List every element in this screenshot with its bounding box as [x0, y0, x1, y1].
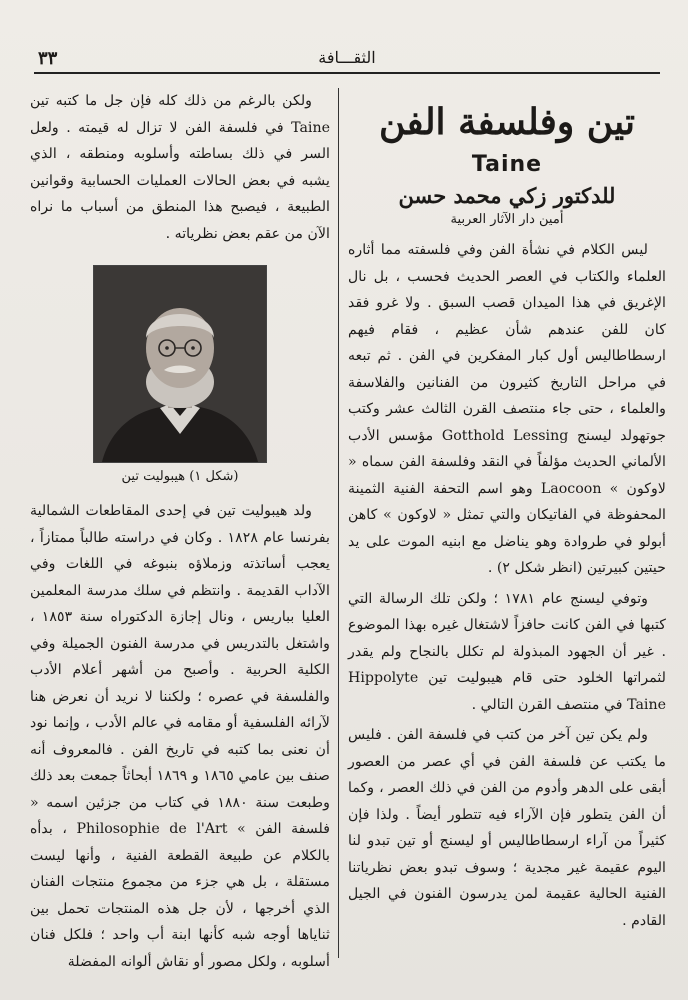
article-title: تين وفلسفة الفن — [378, 101, 636, 143]
paragraph: ليس الكلام في نشأة الفن وفي فلسفته مما أثاره العلماء والكتاب في العصر الحديث فحسب ، بل نال الإغريق في هذا الميدان قصب السبق . ولا غرو فقد كان للفن عندهم شأن عظيم ، فقام فيهم ارسطاطاليس أول كبار المفكرين في الفن . ثم تبعه في مراحل التاريخ كثيرون من الفنانين والفلاسفة والعلماء ، حتى جاء منتصف القرن الثالث عشر وكتب جوتهولد ليسنج Gotthold Lessing مؤسس الأدب الألماني الحديث مؤلفاً في النقد وفلسفة الفن سماه « لاوكون » Laocoon وهو اسم التحفة الفنية الثمينة المحفوظة في الفاتيكان والتي تمثل « لاوكون » كاهن أبولو في طروادة وهو يناضل مع ابنيه الموت على يد حيتين كبيرتين (انظر شكل ٢) . — [348, 242, 666, 576]
paragraph: وتوفي ليسنج عام ١٧٨١ ؛ ولكن تلك الرسالة التي كتبها في الفن كانت حافزاً لاشتغال غيره بهذا الموضوع . غير أن الجهود المبذولة لم تكلل بالنجاح ولم يقدر لثمراتها الخلود حتى قام هيبوليت تين Hippolyte Taine في منتصف القرن التالي . — [348, 590, 666, 713]
running-head: الثقـــافة — [318, 48, 376, 67]
figure — [90, 265, 270, 484]
title-block — [348, 100, 666, 227]
figure-caption: (شكل ١) هيبوليت تين — [121, 469, 239, 484]
article-subtitle: Taine — [471, 152, 543, 177]
page-number: ٣٣ — [38, 48, 58, 69]
page-header — [34, 44, 660, 74]
paragraph: ولم يكن تين آخر من كتب في فلسفة الفن . فليس ما يكتب عن فلسفة الفن في أي عصر من العصور أبقى على الدهر وأدوم من الفن في ذلك العصر ، وكما أن الفن يتطور فإن الآراء فيه تتطور أيضاً . ولذا فإن كثيراً من آراء ارسطاطاليس أو ليسنج أو تين تبدو لنا اليوم عقيمة غير مجدية ؛ وسوف تبدو بعض نظرياتنا الفنية الحالية عقيمة لمن يدرسون الفنون في الجيل القادم . — [348, 727, 666, 929]
right-column — [348, 88, 666, 980]
portrait-image — [93, 265, 267, 463]
paragraph: ولكن بالرغم من ذلك كله فإن جل ما كتبه تين Taine في فلسفة الفن لا تزال له قيمته . ولعل السر في ذلك بساطته وأسلوبه ومنطقه ، الذي يشبه في بعض الحالات العمليات الحسابية وقوانين الطبيعة ، فيصبح هذا المنطق من أسباب ما نراه الآن من عقم بعض نظرياته . — [30, 93, 330, 242]
article-author: للدكتور زكي محمد حسن — [398, 183, 616, 208]
paragraph: ولد هيبوليت تين في إحدى المقاطعات الشمالية بفرنسا عام ١٨٢٨ . وكان في دراسته طالباً ممتازاً ، يعجب أساتذته وزملاؤه بنبوغه في اللغات وفي الآداب القديمة . وانتظم في سلك مدرسة المعلمين العليا بباريس ، ونال إجازة الدكتوراه سنة ١٨٥٣ ، واشتغل بالتدريس في مدرسة الفنون الجميلة وفي الكلية الحربية . وأصبح من أشهر أعلام الأدب والفلسفة في عصره ؛ ولكننا لا نريد أن نعرض هنا لآرائه الفلسفية أو مقامه في عالم الأدب ، وإنما نود أن نعنى بما كتبه في تاريخ الفن . فالمعروف أنه صنف بين عامي ١٨٦٥ و ١٨٦٩ أبحاثاً جمعت بعد ذلك وطبعت سنة ١٨٨٠ في كتاب من جزئين اسمه « فلسفة الفن » Philosophie de l'Art ، بدأه بالكلام عن طبيعة القطعة الفنية ، وأنها ليست مستقلة ، بل هي جزء من مجموع منتجات الفنان الذي أخرجها ، لأن جل هذه المنتجات تحمل بين ثناياها أوجه شبه كأنها ابنة أب واحد ؛ فلكل فنان أسلوبه ، ولكل مصور أو نقاش ألوانه المفضلة — [30, 503, 331, 970]
author-affiliation: أمين دار الآثار العربية — [450, 212, 564, 227]
column-divider — [338, 88, 339, 958]
left-column — [30, 88, 330, 980]
